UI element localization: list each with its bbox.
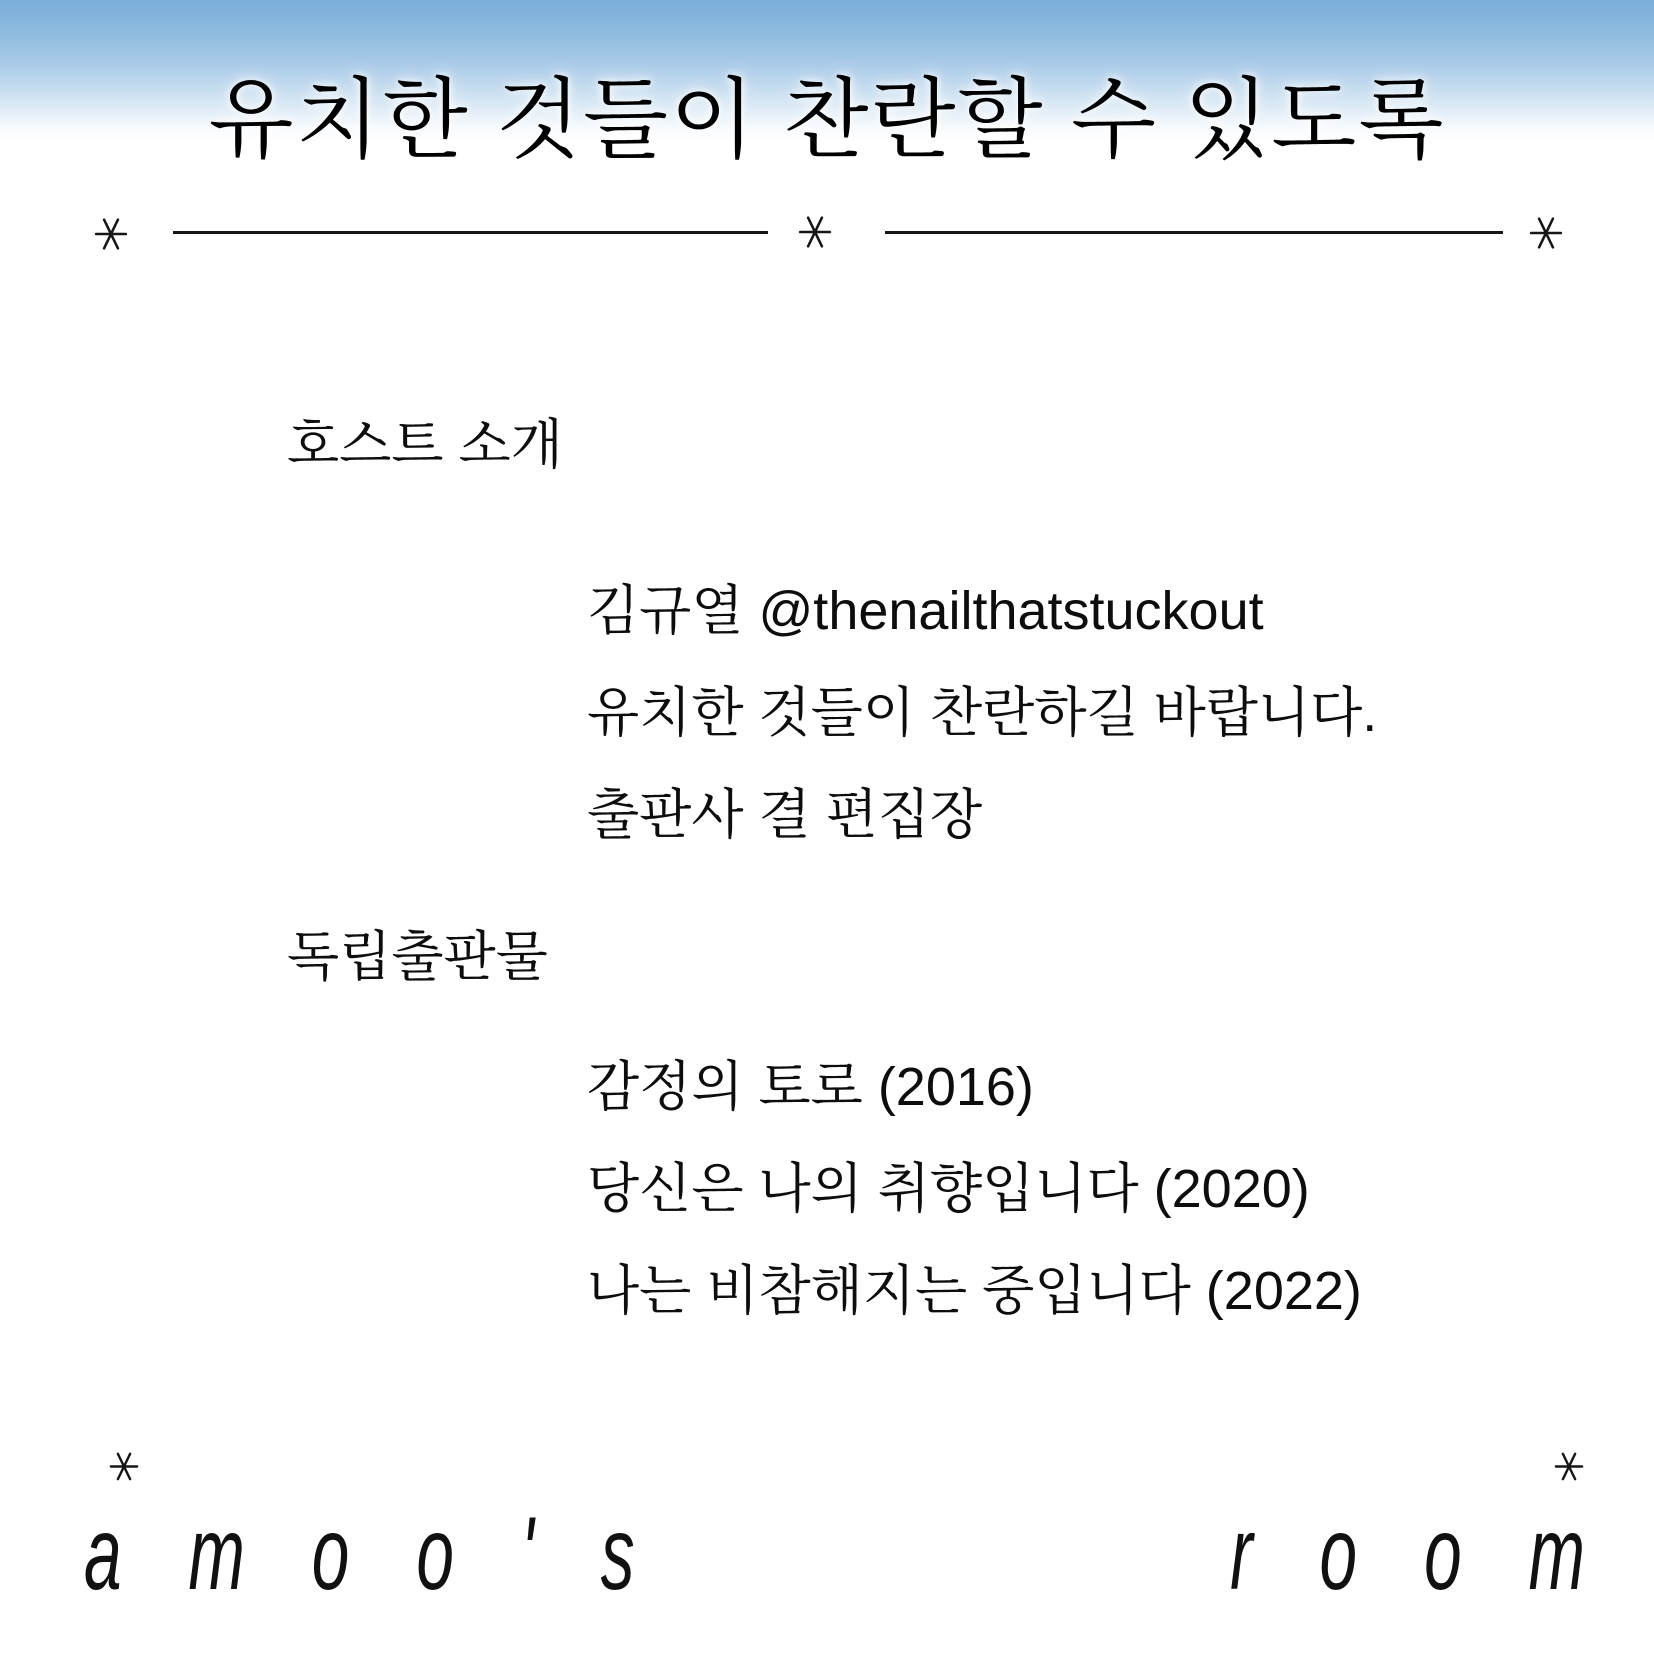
divider-line — [173, 231, 768, 234]
asterisk-icon — [1529, 215, 1563, 251]
asterisk-icon — [798, 214, 832, 250]
publication-item: 나는 비참해지는 중입니다 (2022) — [587, 1261, 1362, 1321]
asterisk-icon — [109, 1451, 139, 1482]
publication-item: 당신은 나의 취향입니다 (2020) — [587, 1159, 1310, 1219]
asterisk-icon — [94, 216, 128, 252]
host-role-line: 출판사 결 편집장 — [587, 785, 983, 845]
publications-section-heading: 독립출판물 — [287, 927, 548, 987]
host-section-heading: 호스트 소개 — [287, 415, 563, 475]
host-section-body — [587, 560, 1377, 866]
page-title: 유치한 것들이 찬란할 수 있도록 — [208, 70, 1446, 169]
host-name-line: 김규열 @thenailthatstuckout — [587, 581, 1264, 641]
wordmark-amoos — [84, 1496, 702, 1612]
asterisk-icon — [1554, 1451, 1584, 1482]
divider-line — [885, 231, 1503, 234]
publication-item: 감정의 토로 (2016) — [587, 1057, 1034, 1117]
wordmark-room-text: room — [1230, 1496, 1652, 1612]
wordmark-amoos-text: amoo's — [84, 1496, 702, 1612]
wordmark-room — [1230, 1496, 1652, 1612]
host-motto-line: 유치한 것들이 찬란하길 바랍니다. — [587, 683, 1378, 743]
publications-list — [587, 1036, 1362, 1342]
